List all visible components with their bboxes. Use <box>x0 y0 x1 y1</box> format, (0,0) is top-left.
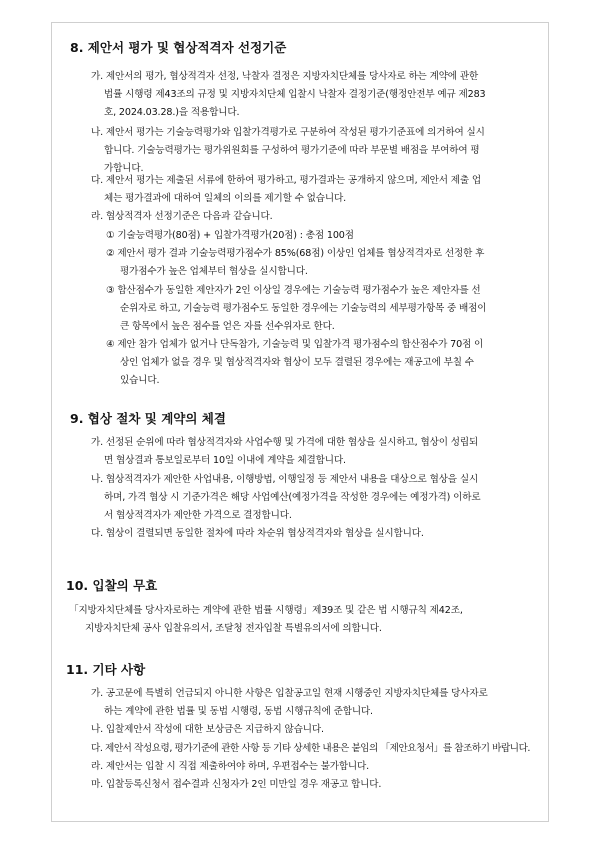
s11-ga-line-1: 가. 공고문에 특별히 언급되지 아니한 사항은 입찰공고일 현재 시행중인 지방자치단체를 당사자로 <box>91 688 488 699</box>
s8-da-line-2: 체는 평가결과에 대하여 일체의 이의를 제기할 수 없습니다. <box>104 193 347 204</box>
s9-na-line-1: 나. 협상적격자가 제안한 사업내용, 이행방법, 이행일정 등 제안서 내용을 대상으로 협상을 실시 <box>91 474 479 485</box>
section-11-title: 11. 기타 사항 <box>66 662 146 677</box>
s11-da-line-1: 다. 제안서 작성요령, 평가기준에 관한 사항 등 기타 상세한 내용은 붙임의 「제안요청서」를 참조하기 바랍니다. <box>91 743 531 754</box>
s8-na-line-2: 합니다. 기술능력평가는 평가위원회를 구성하여 평가기준에 따라 부문별 배점을 부여하여 평 <box>104 145 480 156</box>
s9-na-line-2: 하며, 가격 협상 시 기준가격은 해당 사업예산(예정가격을 작성한 경우에는 예정가격) 이하로 <box>104 492 481 503</box>
s8-ra-line-1: 라. 협상적격자 선정기준은 다음과 같습니다. <box>91 211 273 222</box>
s8-c2-line-2: 평가점수가 높은 업체부터 협상을 실시합니다. <box>120 266 308 277</box>
s8-c4-line-1: ④ 제안 참가 업체가 없거나 단독참가, 기술능력 및 입찰가격 평가점수의 합산점수가 70점 이 <box>106 339 484 350</box>
section-9-title: 9. 협상 절차 및 계약의 체결 <box>70 411 226 426</box>
s8-c3-line-2: 순위자로 하고, 기술능력 평가점수도 동일한 경우에는 기술능력의 세부평가항목 중 배점이 <box>120 303 487 314</box>
s8-c3-line-3: 큰 항목에서 높은 점수를 얻은 자를 선수위자로 한다. <box>120 321 335 332</box>
s10-body-line-1: 「지방자치단체를 당사자로하는 계약에 관한 법률 시행령」제39조 및 같은 법 시행규칙 제42조, <box>69 605 463 616</box>
s8-da-line-1: 다. 제안서 평가는 제출된 서류에 한하여 평가하고, 평가결과는 공개하지 않으며, 제안서 제출 업 <box>91 175 481 186</box>
section-10-title: 10. 입찰의 무효 <box>66 578 158 593</box>
s8-c4-line-2: 상인 업체가 없을 경우 및 협상적격자와 협상이 모두 결렬된 경우에는 재공고에 부칠 수 <box>120 357 474 368</box>
s9-na-line-3: 서 협상적격자가 제안한 가격으로 결정합니다. <box>104 510 292 521</box>
s8-na-line-1: 나. 제안서 평가는 기술능력평가와 입찰가격평가로 구분하여 작성된 평가기준표에 의거하여 실시 <box>91 127 485 138</box>
s9-ga-line-1: 가. 선정된 순위에 따라 협상적격자와 사업수행 및 가격에 대한 협상을 실시하고, 협상이 성립되 <box>91 437 479 448</box>
s8-c3-line-1: ③ 합산점수가 동일한 제안자가 2인 이상일 경우에는 기술능력 평가점수가 높은 제안자를 선 <box>106 285 481 296</box>
s8-ga-line-1: 가. 제안서의 평가, 협상적격자 선정, 낙찰자 결정은 지방자치단체를 당사자로 하는 계약에 관한 <box>91 71 479 82</box>
s10-body-line-2: 지방자치단체 공사 입찰유의서, 조달청 전자입찰 특별유의서에 의합니다. <box>85 623 382 634</box>
s11-ra-line-1: 라. 제안서는 입찰 시 직접 제출하여야 하며, 우편접수는 불가합니다. <box>91 761 370 772</box>
s9-ga-line-2: 면 협상결과 통보일로부터 10일 이내에 계약을 체결합니다. <box>104 455 346 466</box>
s11-na-line-1: 나. 입찰제안서 작성에 대한 보상금은 지급하지 않습니다. <box>91 724 324 735</box>
s8-ga-line-3: 호, 2024.03.28.)을 적용합니다. <box>104 107 240 118</box>
s11-ga-line-2: 하는 계약에 관한 법률 및 동법 시행령, 동법 시행규칙에 준합니다. <box>104 706 373 717</box>
s9-da-line-1: 다. 협상이 결렬되면 동일한 절차에 따라 차순위 협상적격자와 협상을 실시합니다. <box>91 528 424 539</box>
section-8-title: 8. 제안서 평가 및 협상적격자 선정기준 <box>70 40 287 55</box>
s8-c2-line-1: ② 제안서 평가 결과 기술능력평가점수가 85%(68점) 이상인 업체를 협상적격자로 선정한 후 <box>106 248 485 259</box>
s8-c1-line-1: ① 기술능력평가(80점) + 입찰가격평가(20점) : 총점 100점 <box>106 230 354 241</box>
s8-na-line-3: 가합니다. <box>104 163 144 174</box>
s8-c4-line-3: 있습니다. <box>120 375 160 386</box>
s8-ga-line-2: 법률 시행령 제43조의 규정 및 지방자치단체 입찰시 낙찰자 결정기준(행정안전부 예규 제283 <box>104 89 486 100</box>
s11-ma-line-1: 마. 입찰등록신청서 접수결과 신청자가 2인 미만일 경우 재공고 합니다. <box>91 779 382 790</box>
